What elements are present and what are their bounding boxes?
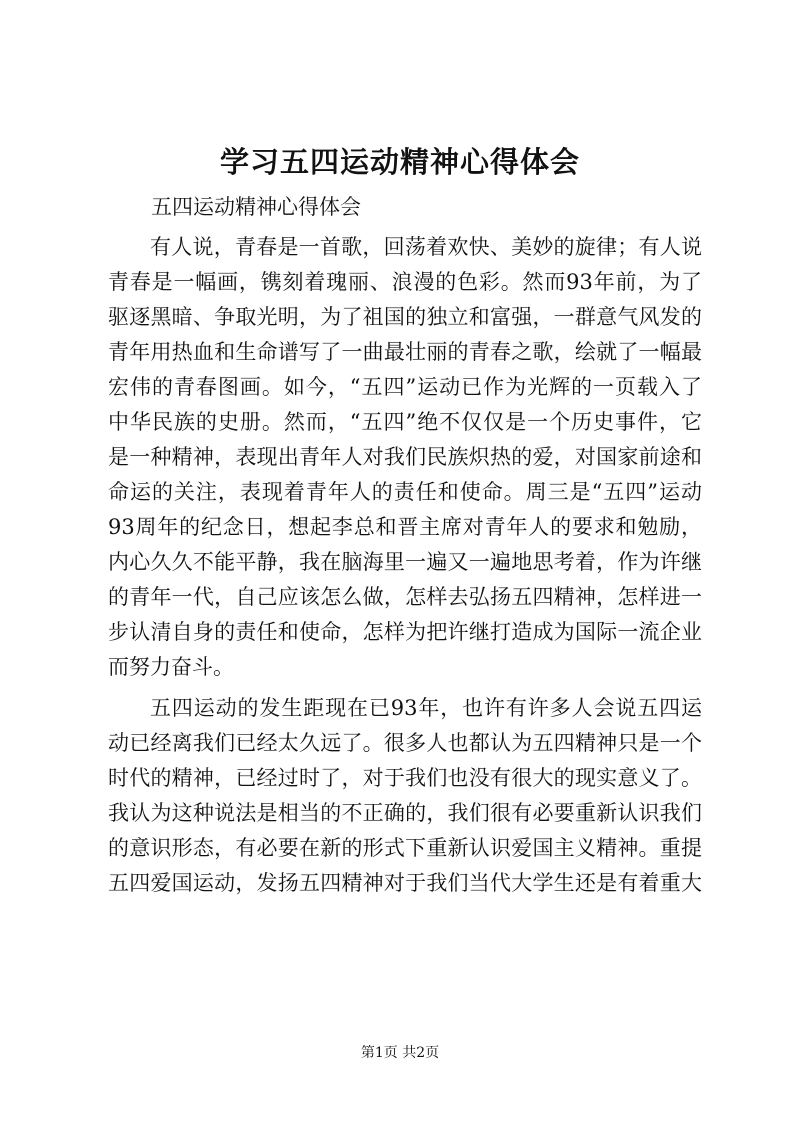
- text-line: 中华民族的史册。然而，“五四”绝不仅仅是一个历史事件，它: [108, 410, 702, 434]
- text-line: 青年用热血和生命谱写了一曲最壮丽的青春之歌，绘就了一幅最: [108, 340, 702, 364]
- text-line: 是一种精神，表现出青年人对我们民族炽热的爱，对国家前途和: [108, 445, 702, 469]
- text-line: 步认清自身的责任和使命，怎样为把许继打造成为国际一流企业: [108, 620, 702, 644]
- text-line: 的意识形态，有必要在新的形式下重新认识爱国主义精神。重提: [108, 836, 702, 860]
- text-line: 青春是一幅画，镌刻着瑰丽、浪漫的色彩。然而93年前，为了: [108, 270, 702, 294]
- document-subtitle: 五四运动精神心得体会: [151, 195, 361, 219]
- text-line: 动已经离我们已经太久远了。很多人也都认为五四精神只是一个: [108, 731, 702, 755]
- text-line: 时代的精神，已经过时了，对于我们也没有很大的现实意义了。: [108, 766, 702, 790]
- text-line: 而努力奋斗。: [108, 655, 234, 679]
- text-line: 有人说，青春是一首歌，回荡着欢快、美妙的旋律；有人说: [150, 235, 702, 259]
- document-title: 学习五四运动精神心得体会: [219, 145, 580, 179]
- paragraph: [108, 691, 702, 901]
- paragraph: [108, 230, 702, 685]
- text-line: 我认为这种说法是相当的不正确的，我们很有必要重新认识我们: [108, 801, 702, 825]
- document-body: [108, 230, 702, 907]
- text-line: 93周年的纪念日，想起李总和晋主席对青年人的要求和勉励，: [108, 515, 702, 539]
- page-footer: 第1页 共2页: [360, 1045, 440, 1061]
- text-line: 驱逐黑暗、争取光明，为了祖国的独立和富强，一群意气风发的: [108, 305, 702, 329]
- text-line: 五四运动的发生距现在已93年，也许有许多人会说五四运: [150, 696, 702, 720]
- text-line: 内心久久不能平静，我在脑海里一遍又一遍地思考着，作为许继: [108, 550, 702, 574]
- text-line: 命运的关注，表现着青年人的责任和使命。周三是“五四”运动: [108, 480, 702, 504]
- text-line: 五四爱国运动，发扬五四精神对于我们当代大学生还是有着重大: [108, 871, 702, 895]
- text-line: 宏伟的青春图画。如今，“五四”运动已作为光辉的一页载入了: [108, 375, 702, 399]
- text-line: 的青年一代，自己应该怎么做，怎样去弘扬五四精神，怎样进一: [108, 585, 702, 609]
